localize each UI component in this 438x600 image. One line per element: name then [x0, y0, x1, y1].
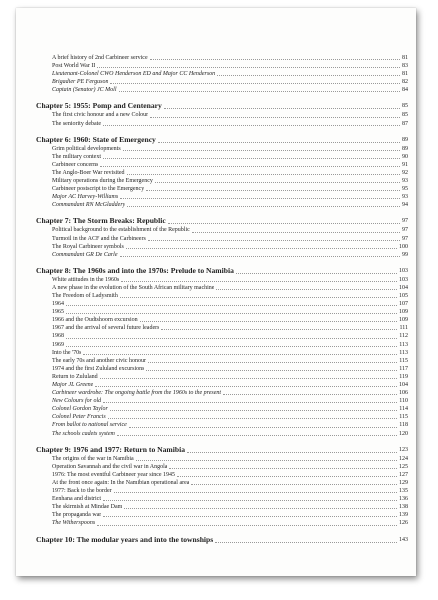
- entry-page-number: 112: [399, 333, 408, 340]
- toc-entry: [36, 251, 408, 259]
- entry-page-number: 85: [402, 112, 408, 119]
- dot-leader: [103, 515, 397, 517]
- entry-title: 1966 and the Oudtshoorn excursion: [52, 317, 138, 324]
- entry-title: 1965: [52, 309, 64, 316]
- entry-title: Colonel Gordon Taylor: [52, 406, 108, 413]
- chapter-page-number: 103: [399, 267, 408, 274]
- entry-title: Colonel Peter Francis: [52, 414, 106, 421]
- entry-page-number: 125: [399, 463, 408, 470]
- entry-title: The early 70s and another civic honour: [52, 357, 146, 364]
- entry-title: The Royal Carbineer symbols: [52, 243, 124, 250]
- entry-page-number: 89: [402, 145, 408, 152]
- dot-leader: [119, 90, 401, 92]
- toc-entry: [36, 373, 408, 381]
- entry-page-number: 97: [402, 235, 408, 242]
- dot-leader: [127, 205, 400, 207]
- entry-title: Carbineer postscript to the Emergency: [52, 186, 145, 193]
- dot-leader: [164, 107, 400, 109]
- dot-leader: [103, 401, 397, 403]
- dot-leader: [127, 173, 400, 175]
- entry-page-number: 95: [402, 186, 408, 193]
- entry-title: Military operations during the Emergency: [52, 178, 153, 185]
- entry-page-number: 93: [402, 194, 408, 201]
- toc-entry: [36, 292, 408, 300]
- entry-title: The military context: [52, 153, 101, 160]
- entry-page-number: 94: [402, 202, 408, 209]
- entry-title: New Colours for old: [52, 398, 102, 405]
- toc-entry: [36, 503, 408, 511]
- dot-leader: [103, 157, 400, 159]
- toc-entry: [36, 357, 408, 365]
- dot-leader: [217, 74, 400, 76]
- dot-leader: [66, 312, 397, 314]
- entry-title: The skirmish at Mindae Dam: [52, 504, 123, 511]
- entry-page-number: 138: [399, 504, 408, 511]
- chapter-page-number: 89: [402, 136, 408, 143]
- toc-entry: [36, 413, 408, 421]
- entry-title: Political background to the establishment of the Republic: [52, 227, 190, 234]
- entry-title: Commandant RN McGladdery: [52, 202, 126, 209]
- chapter-title: Chapter 10: The modular years and into the townships: [36, 534, 214, 544]
- entry-title: The Witherspoons: [52, 520, 96, 527]
- entry-page-number: 129: [399, 479, 408, 486]
- toc-entry: [36, 300, 408, 308]
- entry-page-number: 99: [402, 251, 408, 258]
- toc-entry: [36, 511, 408, 519]
- entry-title: The first civic honour and a new Colour: [52, 112, 149, 119]
- dot-leader: [66, 345, 397, 347]
- entry-page-number: 127: [399, 471, 408, 478]
- dot-leader: [95, 385, 397, 387]
- toc-entry: [36, 284, 408, 292]
- dot-leader: [97, 66, 400, 68]
- entry-title: Grim political developments: [52, 145, 121, 152]
- entry-page-number: 104: [399, 284, 408, 291]
- toc-entry: [36, 389, 408, 397]
- entry-page-number: 90: [402, 153, 408, 160]
- entry-page-number: 100: [399, 243, 408, 250]
- toc-entry: [36, 169, 408, 177]
- toc-entry: [36, 177, 408, 185]
- dot-leader: [140, 320, 397, 322]
- entry-title: Into the '70s: [52, 349, 82, 356]
- toc-entry: [36, 185, 408, 193]
- toc-entry: [36, 365, 408, 373]
- entry-title: 1976: The most eventful Carbineer year since 1945: [52, 471, 176, 478]
- entry-title: Post World War II: [52, 63, 96, 70]
- toc-entry: [36, 308, 408, 316]
- entry-title: Return to Zululand: [52, 373, 98, 380]
- toc-entry: [36, 479, 408, 487]
- toc-entry: [36, 78, 408, 86]
- entry-title: The seniority debate: [52, 120, 101, 127]
- entry-title: Carbineer wardrobe: The ongoing battle from the 1960s to the present: [52, 390, 222, 397]
- entry-page-number: 81: [402, 71, 408, 78]
- chapter-page-number: 143: [399, 536, 408, 543]
- dot-leader: [155, 181, 400, 183]
- entry-page-number: 118: [399, 422, 408, 429]
- dot-leader: [192, 231, 400, 233]
- dot-leader: [161, 328, 397, 330]
- toc-entry: [36, 397, 408, 405]
- dot-leader: [146, 369, 397, 371]
- toc-entry: [36, 471, 408, 479]
- dot-leader: [66, 304, 397, 306]
- entry-title: White attitudes in the 1960s: [52, 276, 120, 283]
- entry-title: Turmoil in the ACF and the Carbineers: [52, 235, 146, 242]
- chapter-heading: [36, 535, 408, 545]
- chapter-heading: [36, 101, 408, 111]
- toc-entry: [36, 201, 408, 209]
- entry-page-number: 106: [399, 390, 408, 397]
- chapter-heading: [36, 135, 408, 145]
- entry-title: 1977: Back to the border: [52, 488, 112, 495]
- entry-page-number: 87: [402, 120, 408, 127]
- dot-leader: [136, 459, 397, 461]
- toc-entry: [36, 276, 408, 284]
- entry-title: 1974 and the first Zululand excursions: [52, 365, 145, 372]
- entry-page-number: 83: [402, 63, 408, 70]
- entry-page-number: 136: [399, 496, 408, 503]
- entry-title: Lieutenant-Colonel CWO Henderson ED and Major CC Henderson: [52, 71, 216, 78]
- entry-page-number: 119: [399, 373, 408, 380]
- toc-entry: [36, 161, 408, 169]
- entry-title: The schools cadets system: [52, 430, 115, 437]
- toc-entry: [36, 381, 408, 389]
- chapter-title: Chapter 8: The 1960s and into the 1970s: Prelude to Namibia: [36, 265, 234, 275]
- entry-title: Major JL Greene: [52, 382, 94, 388]
- entry-page-number: 103: [399, 276, 408, 283]
- dot-leader: [215, 541, 397, 543]
- toc-entry: [36, 455, 408, 463]
- entry-page-number: 115: [399, 414, 408, 421]
- dot-leader: [100, 165, 400, 167]
- toc-entry: [36, 111, 408, 119]
- entry-page-number: 115: [399, 357, 408, 364]
- chapter-heading: [36, 445, 408, 455]
- dot-leader: [117, 434, 397, 436]
- book-page: [16, 8, 416, 576]
- dot-leader: [121, 280, 397, 282]
- toc-entry: [36, 62, 408, 70]
- entry-title: 1967 and the arrival of several future leaders: [52, 325, 160, 332]
- entry-title: Carbineer concerns: [52, 161, 99, 168]
- dot-leader: [108, 417, 398, 419]
- entry-page-number: 107: [399, 301, 408, 308]
- dot-leader: [129, 426, 397, 428]
- dot-leader: [168, 222, 400, 224]
- dot-leader: [103, 124, 400, 126]
- dot-leader: [83, 353, 397, 355]
- entry-title: At the front once again: In the Namibian operational area: [52, 479, 190, 486]
- entry-page-number: 97: [402, 227, 408, 234]
- entry-title: Major AC Harvey-Williams: [52, 194, 119, 201]
- entry-page-number: 110: [399, 398, 408, 405]
- toc-entry: [36, 341, 408, 349]
- dot-leader: [146, 189, 400, 191]
- dot-leader: [150, 58, 400, 60]
- dot-leader: [169, 467, 397, 469]
- entry-title: The Freedom of Ladysmith: [52, 292, 118, 299]
- chapter-title: Chapter 7: The Storm Breaks: Republic: [36, 216, 166, 226]
- dot-leader: [110, 409, 397, 411]
- toc-entry: [36, 349, 408, 357]
- dot-leader: [120, 255, 401, 257]
- entry-title: A new phase in the evolution of the South African military machine: [52, 284, 215, 291]
- entry-page-number: 91: [402, 161, 408, 168]
- toc-entry: [36, 226, 408, 234]
- entry-title: 1964: [52, 301, 64, 308]
- dot-leader: [123, 149, 400, 151]
- chapter-title: Chapter 9: 1976 and 1977: Return to Namibia: [36, 444, 185, 454]
- dot-leader: [120, 296, 397, 298]
- entry-title: A brief history of 2nd Carbineer service: [52, 55, 148, 61]
- chapter-heading: [36, 266, 408, 276]
- chapter-heading: [36, 216, 408, 226]
- entry-page-number: 113: [399, 341, 408, 348]
- dot-leader: [187, 451, 397, 453]
- entry-page-number: 114: [399, 406, 408, 413]
- entry-title: Commandant GR De Carle: [52, 251, 118, 258]
- dot-leader: [148, 239, 400, 241]
- entry-title: Captain (Senator) JC Moll: [52, 87, 117, 94]
- dot-leader: [223, 393, 397, 395]
- table-of-contents: [36, 54, 408, 545]
- entry-page-number: 81: [402, 55, 408, 61]
- toc-entry: [36, 120, 408, 128]
- entry-page-number: 109: [399, 317, 408, 324]
- entry-title: 1968: [52, 333, 64, 340]
- entry-page-number: 126: [399, 520, 408, 527]
- chapter-page-number: 123: [399, 446, 408, 453]
- toc-entry: [36, 54, 408, 62]
- dot-leader: [66, 337, 397, 339]
- dot-leader: [216, 288, 397, 290]
- dot-leader: [126, 247, 397, 249]
- toc-entry: [36, 430, 408, 438]
- entry-page-number: 120: [399, 430, 408, 437]
- entry-page-number: 135: [399, 488, 408, 495]
- entry-page-number: 124: [399, 455, 408, 462]
- toc-entry: [36, 324, 408, 332]
- dot-leader: [191, 483, 397, 485]
- entry-title: Brigadier PE Ferguson: [52, 79, 109, 86]
- entry-page-number: 109: [399, 309, 408, 316]
- chapter-title: Chapter 6: 1960: State of Emergency: [36, 134, 156, 144]
- dot-leader: [120, 197, 400, 199]
- entry-title: Eenhana and district: [52, 496, 101, 503]
- entry-page-number: 104: [399, 382, 408, 388]
- toc-entry: [36, 495, 408, 503]
- toc-entry: [36, 193, 408, 201]
- dot-leader: [110, 82, 400, 84]
- dot-leader: [103, 499, 397, 501]
- dot-leader: [158, 141, 400, 143]
- toc-entry: [36, 235, 408, 243]
- chapter-page-number: 85: [402, 103, 408, 110]
- dot-leader: [150, 116, 400, 118]
- chapter-page-number: 97: [402, 218, 408, 225]
- entry-page-number: 92: [402, 169, 408, 176]
- entry-title: 1969: [52, 341, 64, 348]
- entry-page-number: 139: [399, 512, 408, 519]
- entry-title: The propaganda war: [52, 512, 102, 519]
- dot-leader: [114, 491, 397, 493]
- entry-page-number: 105: [399, 292, 408, 299]
- toc-entry: [36, 70, 408, 78]
- entry-title: The origins of the war in Namibia: [52, 455, 134, 462]
- dot-leader: [148, 361, 397, 363]
- entry-page-number: 111: [399, 325, 408, 332]
- toc-entry: [36, 332, 408, 340]
- toc-entry: [36, 316, 408, 324]
- dot-leader: [100, 377, 398, 379]
- entry-page-number: 82: [402, 79, 408, 86]
- entry-title: From ballot to national service: [52, 422, 127, 429]
- chapter-title: Chapter 5: 1955: Pomp and Centenary: [36, 101, 162, 111]
- toc-entry: [36, 86, 408, 94]
- entry-title: The Anglo-Boer War revisited: [52, 169, 125, 176]
- toc-entry: [36, 405, 408, 413]
- entry-page-number: 93: [402, 178, 408, 185]
- toc-entry: [36, 519, 408, 527]
- toc-entry: [36, 463, 408, 471]
- toc-entry: [36, 421, 408, 429]
- entry-page-number: 117: [399, 365, 408, 372]
- dot-leader: [177, 475, 397, 477]
- dot-leader: [236, 272, 397, 274]
- entry-page-number: 84: [402, 87, 408, 94]
- toc-entry: [36, 153, 408, 161]
- entry-title: Operation Savannah and the civil war in Angola: [52, 463, 168, 470]
- entry-page-number: 113: [399, 349, 408, 356]
- toc-entry: [36, 243, 408, 251]
- dot-leader: [124, 507, 397, 509]
- dot-leader: [97, 524, 397, 526]
- toc-entry: [36, 145, 408, 153]
- toc-entry: [36, 487, 408, 495]
